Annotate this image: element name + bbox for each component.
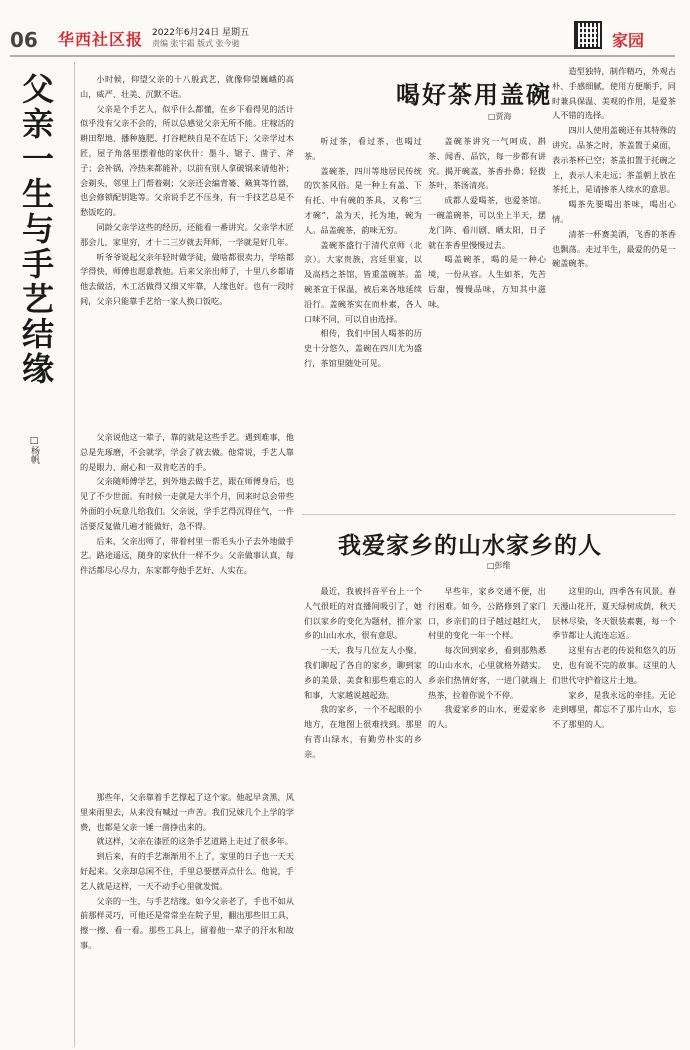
paragraph: 清茶一杯赛美酒，飞香的茶香也飘荡。走过半生，最爱的仍是一碗盖碗茶。 xyxy=(552,228,676,269)
paragraph: 喝茶先要喝出茶味，喝出心情。 xyxy=(552,199,676,224)
article2-column-3 xyxy=(552,64,676,504)
article2-author: □贾海 xyxy=(488,112,512,121)
article2-column-2 xyxy=(428,134,546,504)
paragraph: 最近，我被抖音平台上一个人气很旺的对直播间吸引了，她们以家乡的变化为题材，推介家乡的山山水水，很有意思。 xyxy=(304,586,422,641)
editor-credits: 责编 张宇霜 版式 张今驰 xyxy=(152,39,240,48)
paragraph: 后来，父亲出师了，带着村里一帮毛头小子去外地做手艺。路途遥远，随身的家伙什一样不少。父亲做事认真，每件活都尽心尽力，东家都夸他手艺好、人实在。 xyxy=(80,535,294,576)
paragraph: 这里有古老的传说和悠久的历史，也有说不完的故事。这里的人们世代守护着这片土地。 xyxy=(552,645,676,685)
article3-title: 我爱家乡的山水家乡的人 xyxy=(338,532,602,559)
paragraph: 我爱家乡的山水，更爱家乡的人。 xyxy=(428,704,546,730)
issue-date: 2022年6月24日 星期五 xyxy=(152,28,249,38)
paragraph: 盖碗茶讲究一气呵成，斟茶、闻香、品饮，每一步都有讲究。揭开碗盖，茶香扑鼻；轻拨茶叶，茶汤清亮。 xyxy=(428,136,546,191)
newspaper-brand: 华西社区报 xyxy=(58,30,144,49)
paragraph: 父亲随师傅学艺，到外地去做手艺，跟在师傅身后，也见了不少世面。有时候一走就是大半个月，回来时总会带些外面的小玩意儿给我们。父亲说，学手艺得沉得住气，一件活要反复做几遍才能做好，急不得。 xyxy=(80,476,294,531)
article3-column-3 xyxy=(552,584,676,1044)
paragraph: 造型独特，制作精巧，外观古朴、手感细腻，使用方便顺手，同时兼具保温、美观的作用，是爱茶人不错的选择。 xyxy=(552,66,676,121)
paragraph: 四川人使用盖碗还有其特殊的讲究。品茶之时，茶盖置于桌面，表示茶杯已空；茶盖扣置于托碗之上，表示人未走远；茶盖朝上放在茶托上，是请掺茶人续水的意思。 xyxy=(552,125,676,195)
article2-column-1 xyxy=(304,134,422,504)
paragraph: 成都人爱喝茶，也爱茶馆。一碗盖碗茶，可以坐上半天，摆龙门阵、看川剧、晒太阳，日子就在茶香里慢慢过去。 xyxy=(428,195,546,250)
paragraph: 就这样，父亲在漆匠的这条手艺道路上走过了很多年。 xyxy=(96,836,293,847)
paragraph: 听爷爷说起父亲年轻时做学徒，做啥都很卖力，学啥都学得快，师傅也愿意教他。后来父亲出师了，十里八乡都请他去做活，木工活做得又细又牢靠，人缘也好。也有一段时间，父亲只能靠手艺给一家人换口饭吃。 xyxy=(80,251,294,306)
header-rule xyxy=(10,55,675,57)
article3-column-1 xyxy=(304,584,422,1044)
paragraph: 那些年，父亲靠着手艺撑起了这个家。他起早贪黑，风里来雨里去，从来没有喊过一声苦。我们兄妹几个上学的学费，也都是父亲一锤一凿挣出来的。 xyxy=(80,792,294,832)
paragraph: 到后来，有的手艺渐渐用不上了，家里的日子也一天天好起来。父亲却总闲不住，手里总要摆弄点什么。他说，手艺人就是这样，一天不动手心里就发慌。 xyxy=(80,851,294,891)
paragraph: 父亲说他这一辈子，靠的就是这些手艺。遇到难事，他总是先琢磨，不会就学，学会了就去做。他常说，手艺人靠的是眼力、耐心和一双肯吃苦的手。 xyxy=(80,432,294,472)
column-divider xyxy=(74,62,75,1047)
paragraph: 家乡，是我永远的牵挂。无论走到哪里，都忘不了那片山水，忘不了那里的人。 xyxy=(552,689,676,730)
article3-column-2 xyxy=(428,584,546,1044)
paragraph: 小时候，仰望父亲的十八般武艺，就像仰望巍峨的高山，威严、壮美、沉默不语。 xyxy=(80,74,294,99)
article1-column-3 xyxy=(80,790,294,1044)
paragraph: 每次回到家乡，看到那熟悉的山山水水，心里就格外踏实。乡亲们热情好客，一进门就端上热茶，拉着你说个不停。 xyxy=(428,645,546,700)
paragraph: 父亲的一生，与手艺结缘。如今父亲老了，手也不如从前那样灵巧，可他还是常常坐在院子里，翻出那些旧工具，擦一擦、看一看。那些工具上，留着他一辈子的汗水和故事。 xyxy=(80,895,294,950)
paragraph: 早些年，家乡交通不便，出行困难。如今，公路修到了家门口，乡亲们的日子越过越红火，村里的变化一年一个样。 xyxy=(428,586,546,641)
article2-title: 喝好茶用盖碗 xyxy=(396,80,552,109)
page-header xyxy=(0,0,690,56)
section-name: 家园 xyxy=(612,31,645,50)
article1-column-1 xyxy=(80,72,294,424)
paragraph: 一天，我与几位友人小聚，我们聊起了各自的家乡，聊到家乡的美景、美食和那些难忘的人和事，大家越说越起劲。 xyxy=(304,645,422,700)
paragraph: 父亲是个手艺人，似乎什么都懂，在乡下看得见的活计似乎没有父亲不会的，所以总感觉父亲无所不能。庄稼活的耕田犁地、播种施肥、打谷耙秧自是不在话下；父亲学过木匠，屋子角落里摆着他的家伙什：墨斗、锯子、凿子、斧子；会补锅，冷热来都能补，以前有别人拿破锅来请他补；会剃头，邻里上门帮着剃；父亲还会编背篓、簸箕等竹器，也会修锁配钥匙等。父亲说手艺不压身，有一手技艺总是不愁饭吃的。 xyxy=(80,103,294,218)
article-separator xyxy=(302,514,676,515)
paragraph: 我的家乡，一个不起眼的小地方，在地图上很难找到。那里有青山绿水，有勤劳朴实的乡亲。 xyxy=(304,704,422,759)
paragraph: 这里的山，四季各有风景。春天漫山花开，夏天绿树成荫，秋天层林尽染，冬天银装素裹，每一个季节都让人流连忘返。 xyxy=(552,586,676,641)
article1-author: □杨帆 xyxy=(29,436,39,464)
paragraph: 听过茶，看过茶，也喝过茶。 xyxy=(304,136,422,161)
paragraph: 盖碗茶盛行于清代京师（北京）。大家贵族，宫廷里宴，以及高档之茶馆，皆重盖碗茶。盖碗茶宜于保温，被后来各地延续沿行。盖碗茶实在而朴素，各人口味不同，可以自由选择。 xyxy=(304,239,422,324)
article1-column-2 xyxy=(80,430,294,782)
paragraph: 喝盖碗茶，喝的是一种心境，一份从容。人生如茶，先苦后甜，慢慢品味，方知其中滋味。 xyxy=(428,254,546,309)
page-number: 06 xyxy=(10,28,38,52)
paragraph: 相传，我们中国人喝茶的历史十分悠久，盖碗在四川尤为盛行，茶馆里随处可见。 xyxy=(304,328,422,368)
qr-code-icon xyxy=(574,21,602,49)
article3-author: □彭维 xyxy=(487,561,511,570)
paragraph: 同龄父亲学这些的经历，还能看一番讲究。父亲学木匠那会儿，家里穷，才十二三岁就去拜师，一学就是好几年。 xyxy=(80,221,294,247)
paragraph: 盖碗茶，四川等地居民传统的饮茶风俗。是一种上有盖、下有托、中有碗的茶具，又称“三才碗”，盖为天，托为地，碗为人。品盖碗茶，韵味无穷。 xyxy=(304,165,422,235)
article1-title: 父亲一生与手艺结缘 xyxy=(17,72,55,387)
